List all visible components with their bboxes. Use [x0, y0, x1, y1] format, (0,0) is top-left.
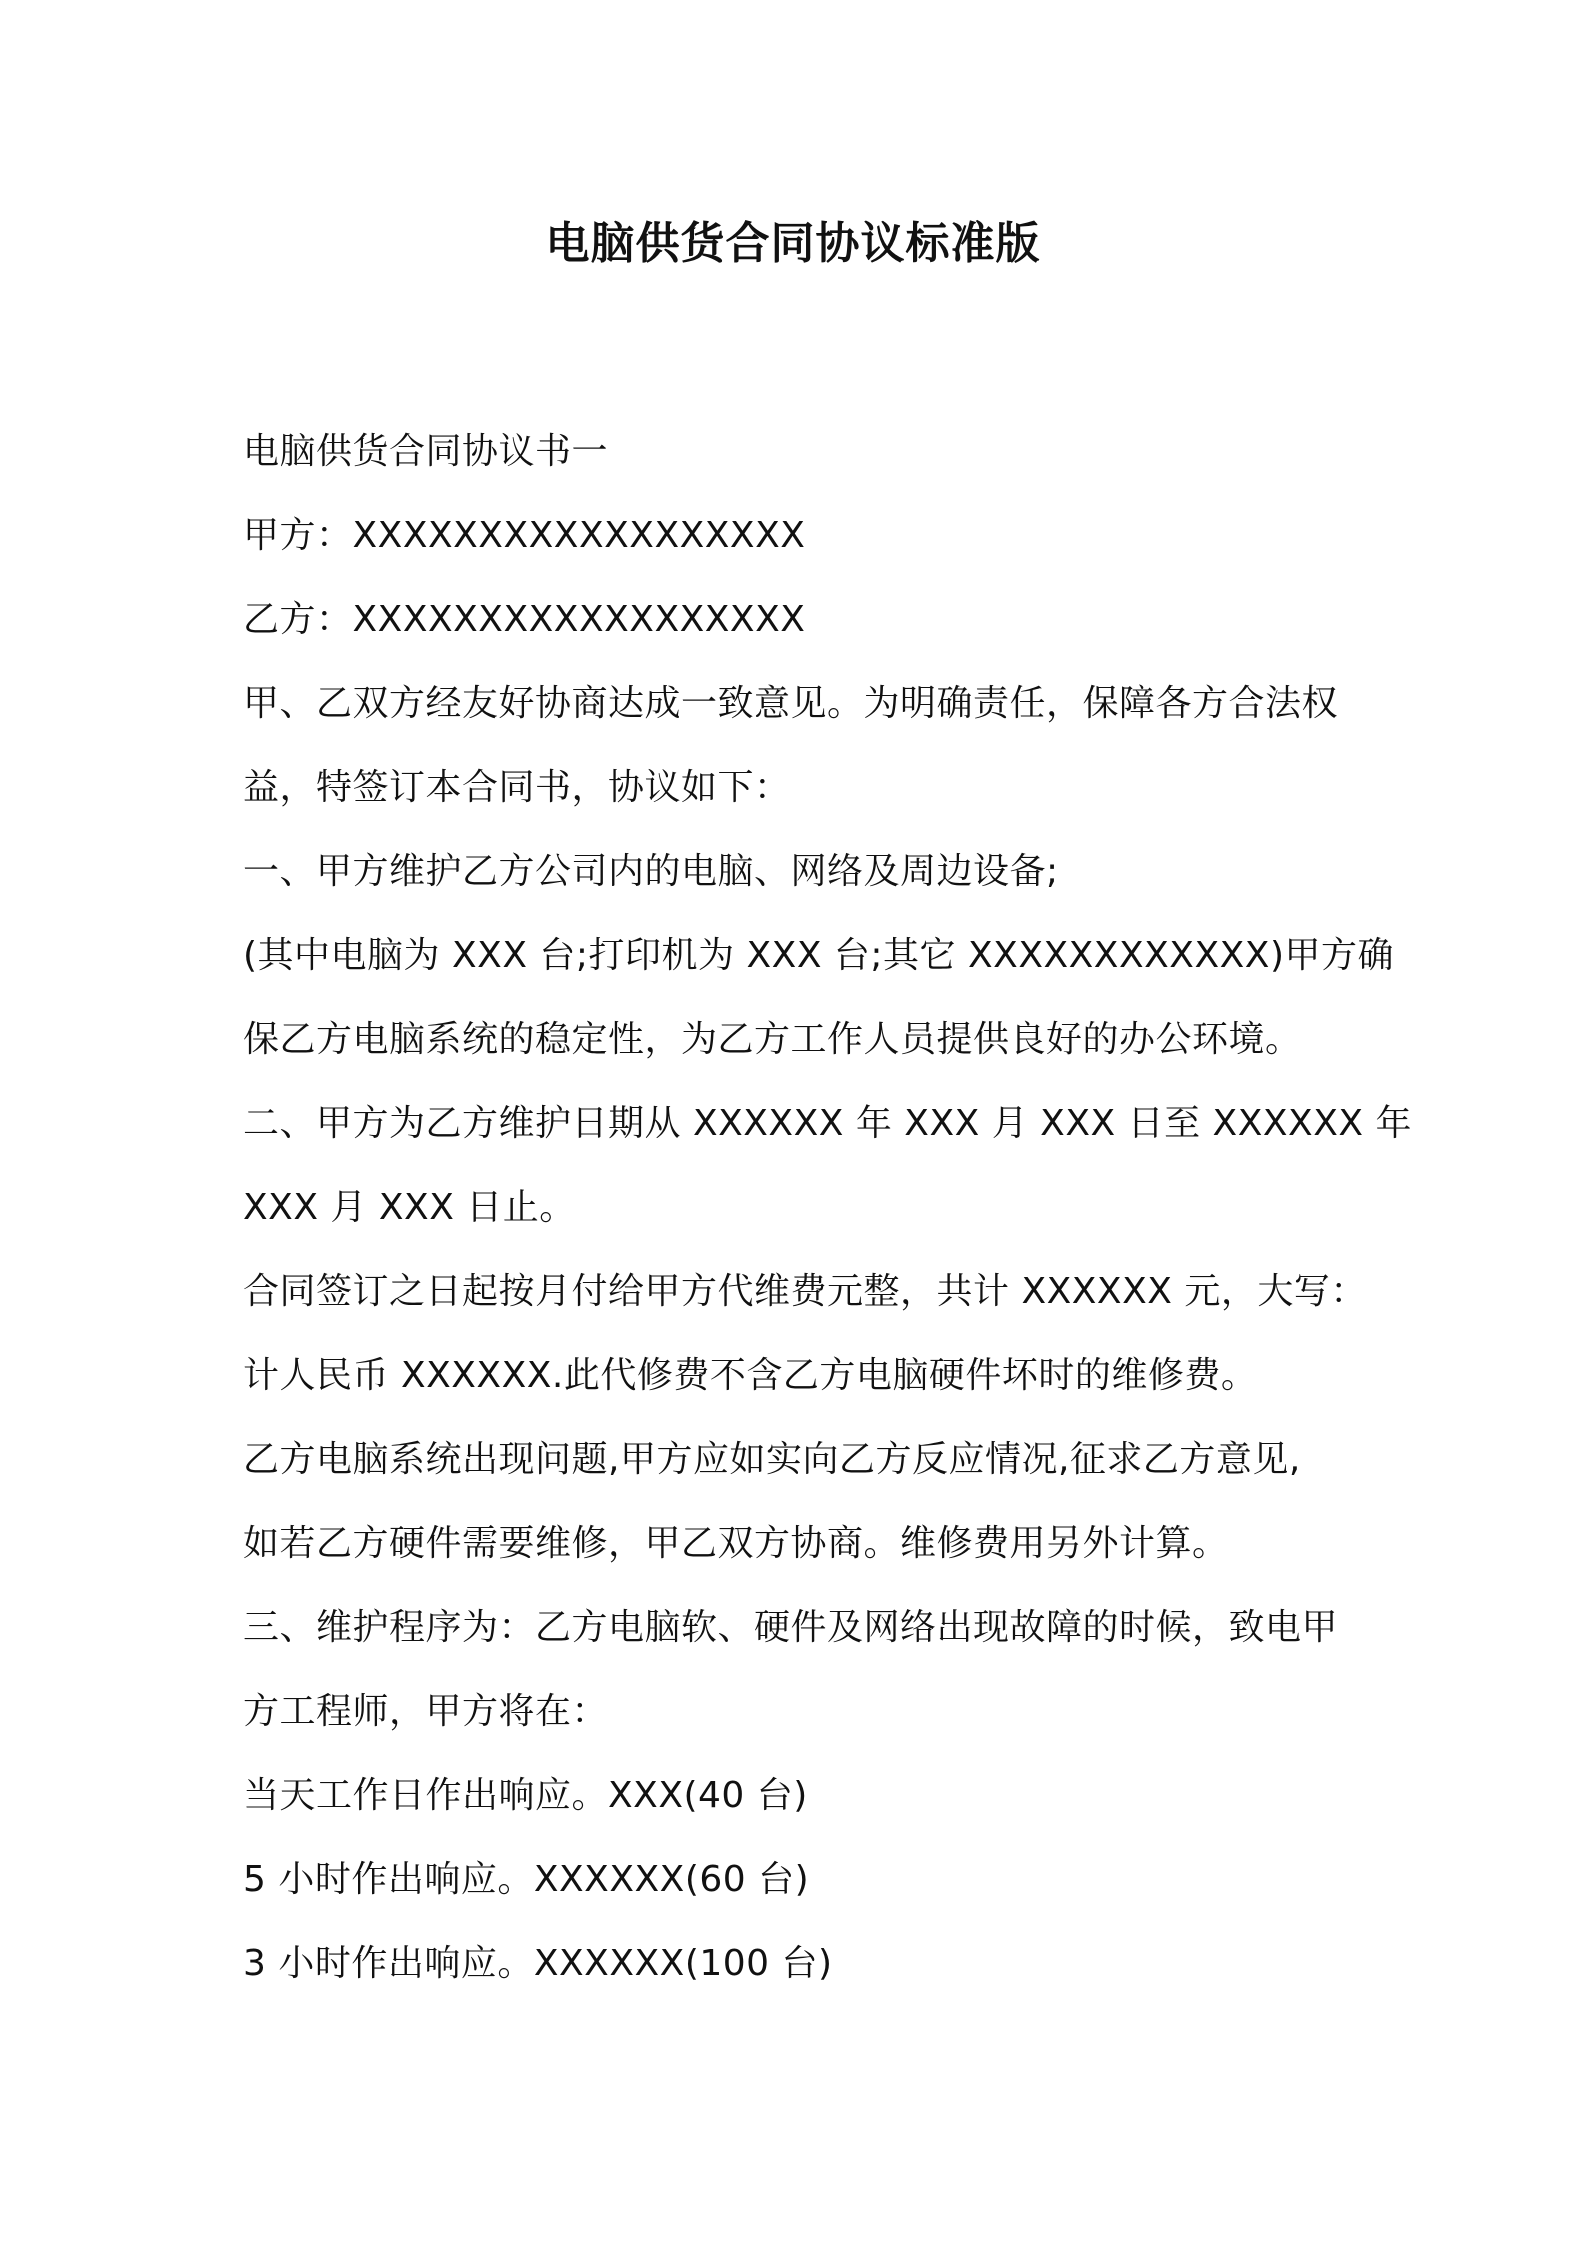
paragraph-line: 益，特签订本合同书，协议如下：: [243, 767, 791, 808]
response-line: 5 小时作出响应。XXXXXX(60 台): [243, 1859, 810, 1900]
document-title: 电脑供货合同协议标准版: [545, 218, 1041, 269]
clause-line: 一、甲方维护乙方公司内的电脑、网络及周边设备;: [243, 851, 1059, 892]
paragraph-line: 乙方电脑系统出现问题,甲方应如实向乙方反应情况,征求乙方意见,: [243, 1439, 1301, 1480]
document-body: [243, 410, 1412, 2006]
response-line: 3 小时作出响应。XXXXXX(100 台): [243, 1943, 833, 1984]
paragraph-line: (其中电脑为 XXX 台;打印机为 XXX 台;其它 XXXXXXXXXXXX)甲方确: [243, 935, 1394, 976]
clause-line: 三、维护程序为：乙方电脑软、硬件及网络出现故障的时候，致电甲: [243, 1607, 1339, 1648]
paragraph-line: 方工程师，甲方将在：: [243, 1691, 609, 1732]
heading-line: 电脑供货合同协议书一: [243, 431, 609, 472]
response-line: 当天工作日作出响应。XXX(40 台): [243, 1775, 808, 1816]
party-a-line: 甲方：XXXXXXXXXXXXXXXXXX: [243, 515, 806, 556]
paragraph-line: XXX 月 XXX 日止。: [243, 1187, 576, 1228]
paragraph-line: 计人民币 XXXXXX.此代修费不含乙方电脑硬件坏时的维修费。: [243, 1355, 1258, 1396]
paragraph-line: 甲、乙双方经友好协商达成一致意见。为明确责任，保障各方合法权: [243, 683, 1339, 724]
clause-line: 二、甲方为乙方维护日期从 XXXXXX 年 XXX 月 XXX 日至 XXXXXX 年: [243, 1103, 1412, 1144]
paragraph-line: 如若乙方硬件需要维修，甲乙双方协商。维修费用另外计算。: [243, 1523, 1229, 1564]
paragraph-line: 保乙方电脑系统的稳定性，为乙方工作人员提供良好的办公环境。: [243, 1019, 1302, 1060]
paragraph-line: 合同签订之日起按月付给甲方代维费元整，共计 XXXXXX 元，大写：: [243, 1271, 1367, 1312]
party-b-line: 乙方：XXXXXXXXXXXXXXXXXX: [243, 599, 806, 640]
